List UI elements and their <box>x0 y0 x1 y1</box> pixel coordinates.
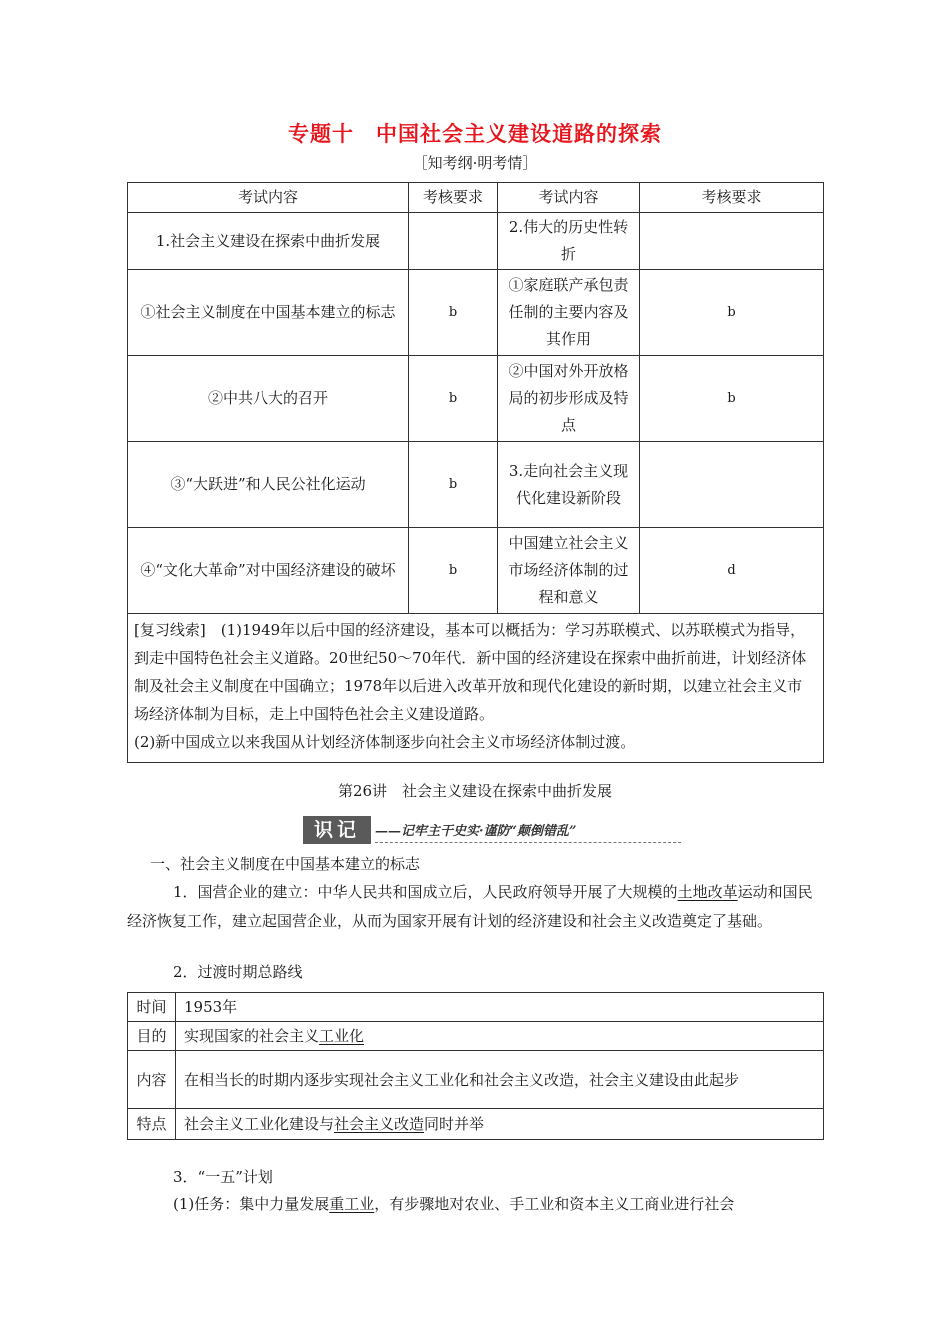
row-value: 1953年 <box>176 993 824 1022</box>
text-run: 实现国家的社会主义 <box>184 1027 320 1045</box>
row-value <box>176 1022 824 1051</box>
review-row <box>128 614 824 763</box>
table-row <box>128 1051 824 1109</box>
table-cell <box>640 442 824 528</box>
review-label: [复习线索] <box>134 621 206 639</box>
text-run: ，有步骤地对农业、手工业和资本主义工商业进行社会 <box>374 1195 735 1213</box>
review-paragraph-2: (2)新中国成立以来我国从计划经济体制逐步向社会主义市场经济体制过渡。 <box>134 733 636 751</box>
table-cell: ①家庭联产承包责任制的主要内容及其作用 <box>498 270 640 356</box>
table-cell: ③“大跃进”和人民公社化运动 <box>128 442 409 528</box>
table-cell: 中国建立社会主义市场经济体制的过程和意义 <box>498 528 640 614</box>
header-cell: 考核要求 <box>640 183 824 213</box>
table-cell: d <box>640 528 824 614</box>
table-row <box>128 213 824 270</box>
header-cell: 考核要求 <box>409 183 498 213</box>
underlined-term: 工业化 <box>319 1027 365 1045</box>
row-value: 在相当长的时期内逐步实现社会主义工业化和社会主义改造，社会主义建设由此起步 <box>176 1051 824 1109</box>
paragraph-item-3: 3．“一五”计划 <box>173 1168 273 1186</box>
text-run: 社会主义工业化建设与 <box>184 1115 335 1133</box>
header-cell: 考试内容 <box>498 183 640 213</box>
table-cell: ②中共八大的召开 <box>128 356 409 442</box>
section-heading: 一、社会主义制度在中国基本建立的标志 <box>150 855 421 873</box>
banner-label: 识记 <box>303 816 371 844</box>
row-key: 目的 <box>128 1022 176 1051</box>
exam-requirements-table <box>127 182 824 763</box>
page-subtitle: ［知考纲·明考情］ <box>412 154 538 172</box>
review-paragraph-1 <box>134 616 815 728</box>
table-row <box>128 993 824 1022</box>
table-cell <box>409 213 498 270</box>
paragraph-item-1 <box>127 878 824 936</box>
row-key: 内容 <box>128 1051 176 1109</box>
review-cell <box>128 614 824 763</box>
banner-text: ——记牢主干史实·谨防“颠倒错乱” <box>375 824 577 839</box>
text-run: 同时并举 <box>424 1115 485 1133</box>
underlined-term: 社会主义改造 <box>334 1115 425 1133</box>
table-cell: b <box>409 442 498 528</box>
section-banner <box>303 816 683 844</box>
table-cell: b <box>640 270 824 356</box>
table-cell: 3.走向社会主义现代化建设新阶段 <box>498 442 640 528</box>
header-cell: 考试内容 <box>128 183 409 213</box>
table-row <box>128 1109 824 1140</box>
text-run: (1)任务：集中力量发展 <box>173 1195 330 1213</box>
page-title: 专题十 中国社会主义建设道路的探索 <box>288 121 662 146</box>
text-run: 1．国营企业的建立：中华人民共和国成立后，人民政府领导开展了大规模的 <box>173 883 678 901</box>
table-header-row <box>128 183 824 213</box>
banner-divider <box>375 842 681 843</box>
table-cell: ②中国对外开放格局的初步形成及特点 <box>498 356 640 442</box>
table-cell: 2.伟大的历史性转折 <box>498 213 640 270</box>
table-row <box>128 442 824 528</box>
table-row <box>128 356 824 442</box>
table-row <box>128 528 824 614</box>
row-value <box>176 1109 824 1140</box>
table-cell: ①社会主义制度在中国基本建立的标志 <box>128 270 409 356</box>
row-key: 时间 <box>128 993 176 1022</box>
table-cell: b <box>409 356 498 442</box>
table-cell: b <box>409 528 498 614</box>
table-row <box>128 270 824 356</box>
text-run: 运动和国民经济恢复工作，建立起国营企业，从而为国家开展有计划的经济建设和社会主义改造奠定了基础。 <box>127 883 813 930</box>
paragraph-item-2: 2．过渡时期总路线 <box>173 963 303 981</box>
table-row <box>128 1022 824 1051</box>
table-cell: b <box>640 356 824 442</box>
table-cell <box>640 213 824 270</box>
underlined-term: 土地改革 <box>677 883 738 901</box>
table-cell: b <box>409 270 498 356</box>
general-line-table <box>127 992 824 1140</box>
lecture-title: 第26讲 社会主义建设在探索中曲折发展 <box>337 782 613 800</box>
review-text-1: (1)1949年以后中国的经济建设，基本可以概括为：学习苏联模式、以苏联模式为指导，到走中国特色社会主义道路。20世纪50～70年代．新中国的经济建设在探索中曲折前进，计划经济体制及社会主义制度在中国确立；1978年以后进入改革开放和现代化建设的新时期，以建立社会主义市场经济体制为目标，走上中国特色社会主义建设道路。 <box>134 621 807 723</box>
paragraph-item-3-1 <box>173 1190 824 1219</box>
table-cell: 1.社会主义建设在探索中曲折发展 <box>128 213 409 270</box>
row-key: 特点 <box>128 1109 176 1140</box>
underlined-term: 重工业 <box>329 1195 375 1213</box>
table-cell: ④“文化大革命”对中国经济建设的破坏 <box>128 528 409 614</box>
